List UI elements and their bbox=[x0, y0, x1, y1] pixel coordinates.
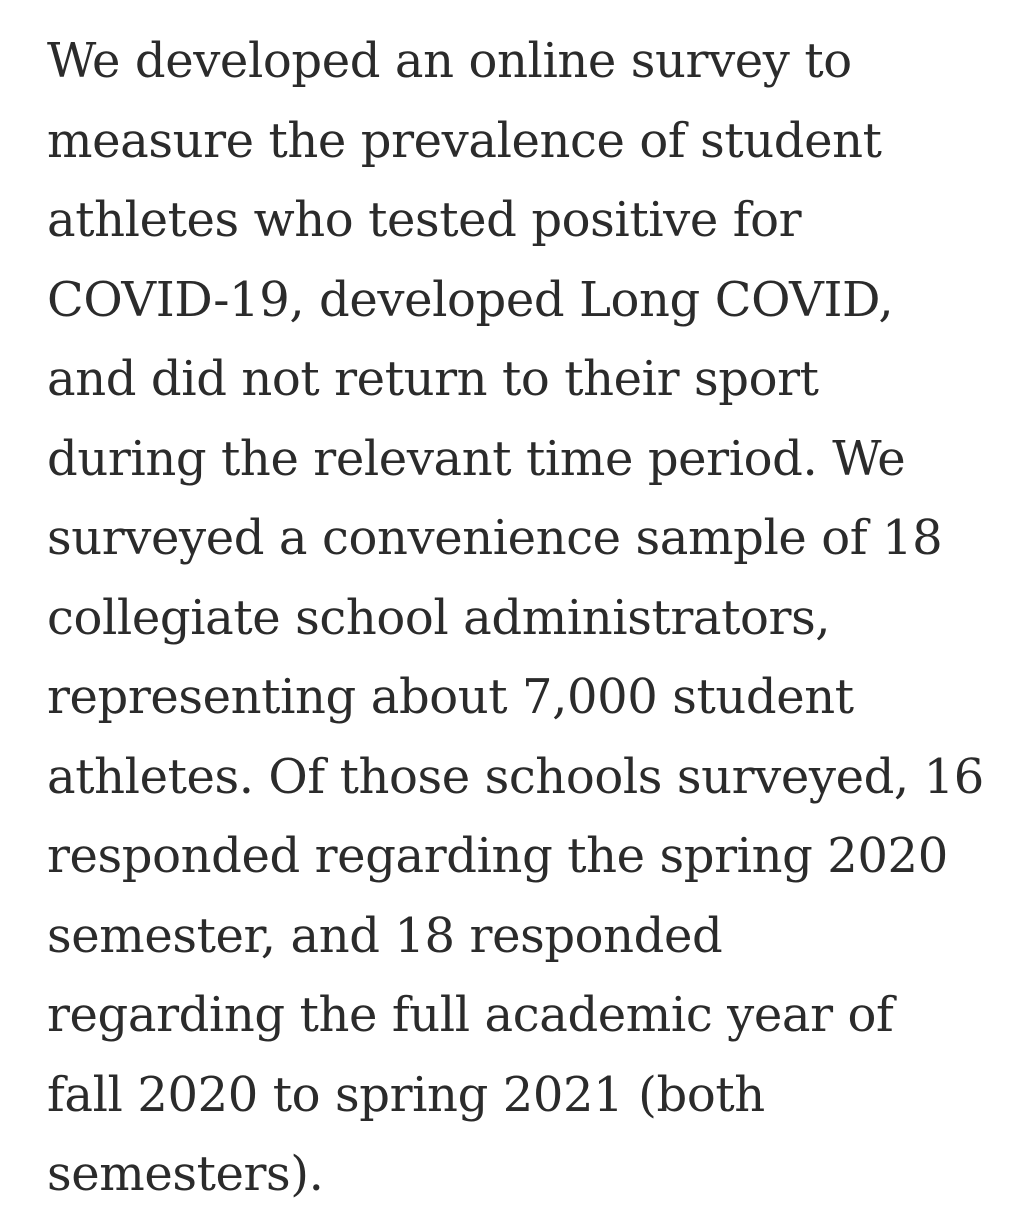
paragraph-line: COVID-19, developed Long COVID, bbox=[47, 271, 894, 328]
paragraph-line: during the relevant time period. We bbox=[47, 430, 906, 487]
paragraph-line: measure the prevalence of student bbox=[47, 112, 882, 169]
paragraph-line: and did not return to their sport bbox=[47, 351, 819, 407]
paragraph-line: regarding the full academic year of bbox=[47, 987, 894, 1043]
paragraph-line: surveyed a convenience sample of 18 bbox=[47, 510, 943, 566]
paragraph-line: representing about 7,000 student bbox=[47, 669, 854, 725]
paragraph-line: collegiate school administrators, bbox=[47, 589, 831, 646]
paragraph-line: fall 2020 to spring 2021 (both bbox=[47, 1066, 765, 1123]
paragraph-line: athletes. Of those schools surveyed, 16 bbox=[47, 748, 984, 805]
paragraph-line: semester, and 18 responded bbox=[47, 907, 723, 964]
paragraph-line: athletes who tested positive for bbox=[47, 192, 802, 248]
article-paragraph bbox=[47, 22, 1027, 1215]
paragraph-line: responded regarding the spring 2020 bbox=[47, 828, 948, 884]
paragraph-line: We developed an online survey to bbox=[47, 33, 852, 89]
paragraph-line: semesters). bbox=[47, 1146, 324, 1202]
